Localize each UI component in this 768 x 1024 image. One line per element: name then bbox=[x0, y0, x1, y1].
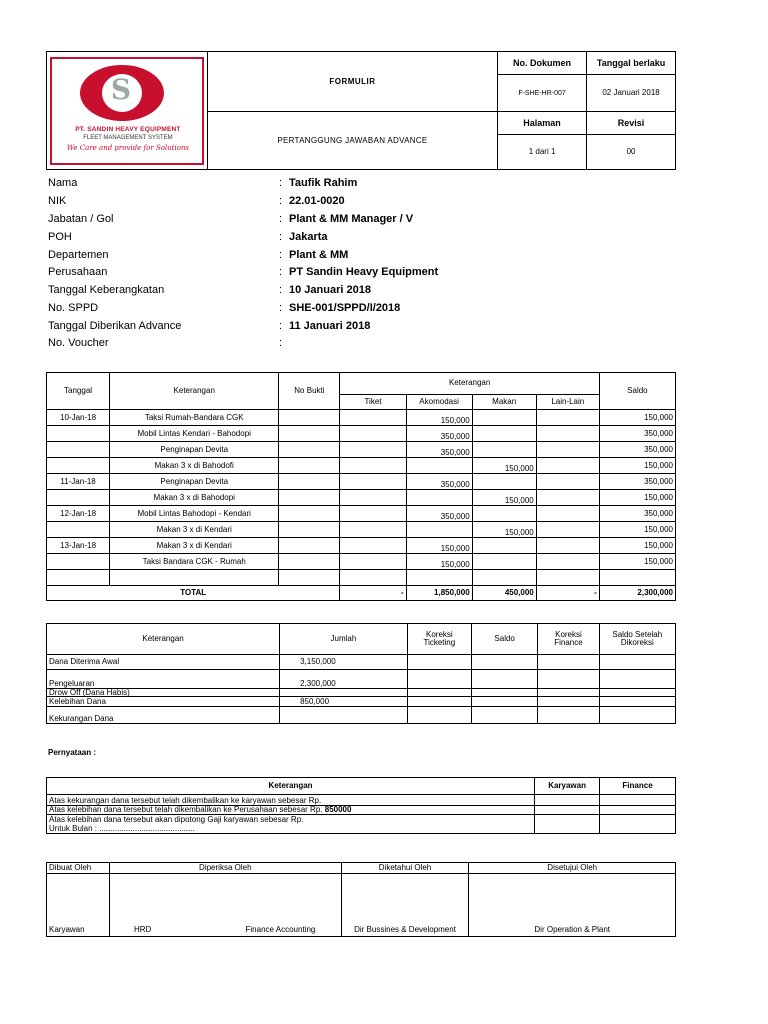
expense-lain bbox=[536, 506, 599, 522]
expense-row bbox=[47, 410, 676, 426]
expense-tanggal bbox=[47, 426, 110, 442]
expense-saldo: 150,000 bbox=[599, 410, 675, 426]
col-header-tiket: Tiket bbox=[340, 394, 406, 409]
expense-keterangan: Makan 3 x di Bahodofi bbox=[110, 458, 279, 474]
expense-no-bukti bbox=[279, 426, 340, 442]
expense-saldo: 350,000 bbox=[599, 506, 675, 522]
summary-header-koreksi-finance: Koreksi Finance bbox=[538, 624, 599, 655]
summary-label: Kekurangan Dana bbox=[47, 707, 280, 724]
expense-keterangan bbox=[110, 570, 279, 586]
company-logo bbox=[50, 57, 204, 165]
expense-no-bukti bbox=[279, 538, 340, 554]
total-lain: - bbox=[536, 586, 599, 601]
expense-akomodasi bbox=[406, 490, 472, 506]
summary-header-koreksi-ticketing: Koreksi Ticketing bbox=[407, 624, 471, 655]
info-label: Tanggal Keberangkatan bbox=[48, 284, 165, 296]
expense-makan bbox=[472, 506, 536, 522]
expense-makan: 150,000 bbox=[472, 522, 536, 538]
info-label: Jabatan / Gol bbox=[48, 213, 114, 225]
expense-no-bukti bbox=[279, 474, 340, 490]
sig-hrd: HRD bbox=[133, 925, 152, 934]
halaman-label: Halaman bbox=[498, 112, 587, 135]
tanggal-berlaku-label: Tanggal berlaku bbox=[587, 52, 676, 75]
expense-akomodasi: 150,000 bbox=[406, 538, 472, 554]
expense-lain bbox=[536, 474, 599, 490]
expense-keterangan: Penginapan Devita bbox=[110, 442, 279, 458]
expense-akomodasi: 150,000 bbox=[406, 410, 472, 426]
sig-dir-op: Dir Operation & Plant bbox=[469, 874, 676, 937]
summary-header-saldo: Saldo bbox=[472, 624, 538, 655]
expense-tanggal: 11-Jan-18 bbox=[47, 474, 110, 490]
expense-no-bukti bbox=[279, 522, 340, 538]
statement-line: Atas kekurangan dana tersebut telah dikembalikan ke karyawan sebesar Rp. bbox=[47, 795, 535, 806]
expense-saldo: 150,000 bbox=[599, 490, 675, 506]
expense-makan bbox=[472, 442, 536, 458]
expense-keterangan: Mobil Lintas Bahodopi - Kendari bbox=[110, 506, 279, 522]
expense-saldo: 150,000 bbox=[599, 538, 675, 554]
expense-makan bbox=[472, 570, 536, 586]
expense-tiket bbox=[340, 506, 406, 522]
expense-tiket bbox=[340, 426, 406, 442]
info-label: No. SPPD bbox=[48, 302, 99, 314]
summary-jumlah: 3,150,000 bbox=[280, 655, 408, 670]
summary-header-keterangan: Keterangan bbox=[47, 624, 280, 655]
document-header bbox=[46, 51, 676, 170]
expense-row bbox=[47, 474, 676, 490]
sig-finance-accounting: Finance Accounting bbox=[245, 925, 316, 934]
logo-cell bbox=[47, 52, 208, 170]
sig-disetujui-label: Disetujui Oleh bbox=[469, 863, 676, 874]
expense-row bbox=[47, 538, 676, 554]
info-label: Departemen bbox=[48, 249, 109, 261]
expense-row bbox=[47, 458, 676, 474]
expense-lain bbox=[536, 410, 599, 426]
expense-keterangan: Penginapan Devita bbox=[110, 474, 279, 490]
expense-no-bukti bbox=[279, 506, 340, 522]
info-label: No. Voucher bbox=[48, 337, 109, 349]
info-value: Plant & MM bbox=[289, 249, 349, 261]
revisi-value: 00 bbox=[587, 135, 676, 170]
expense-tiket bbox=[340, 458, 406, 474]
summary-jumlah: 2,300,000 bbox=[280, 670, 408, 689]
expense-keterangan: Mobil Lintas Kendari - Bahodopi bbox=[110, 426, 279, 442]
expense-lain bbox=[536, 522, 599, 538]
logo-ring-icon: S bbox=[80, 65, 164, 121]
total-saldo: 2,300,000 bbox=[599, 586, 675, 601]
expense-lain bbox=[536, 490, 599, 506]
expense-makan: 150,000 bbox=[472, 490, 536, 506]
expense-tiket bbox=[340, 474, 406, 490]
expense-tiket bbox=[340, 538, 406, 554]
expense-table bbox=[46, 372, 676, 601]
expense-saldo bbox=[599, 570, 675, 586]
expense-keterangan: Taksi Rumah-Bandara CGK bbox=[110, 410, 279, 426]
expense-keterangan: Makan 3 x di Kendari bbox=[110, 538, 279, 554]
tanggal-berlaku-value: 02 Januari 2018 bbox=[587, 75, 676, 112]
expense-row bbox=[47, 506, 676, 522]
expense-akomodasi bbox=[406, 570, 472, 586]
info-value: 22.01-0020 bbox=[289, 195, 345, 207]
expense-saldo: 150,000 bbox=[599, 522, 675, 538]
halaman-value: 1 dari 1 bbox=[498, 135, 587, 170]
expense-keterangan: Makan 3 x di Bahodopi bbox=[110, 490, 279, 506]
expense-akomodasi: 350,000 bbox=[406, 474, 472, 490]
sig-diketahui-label: Diketahui Oleh bbox=[341, 863, 469, 874]
expense-saldo: 350,000 bbox=[599, 442, 675, 458]
info-label: POH bbox=[48, 231, 72, 243]
expense-akomodasi bbox=[406, 522, 472, 538]
col-header-akomodasi: Akomodasi bbox=[406, 394, 472, 409]
expense-akomodasi: 350,000 bbox=[406, 506, 472, 522]
statement-line: Atas kelebihan dana tersebut telah dikembalikan ke Perusahaan sebesar Rp. 850000 bbox=[47, 806, 535, 815]
summary-jumlah bbox=[280, 689, 408, 697]
sig-diperiksa-cell bbox=[109, 874, 341, 937]
signature-table bbox=[46, 862, 676, 937]
form-subtitle: PERTANGGUNG JAWABAN ADVANCE bbox=[207, 112, 497, 170]
expense-tiket bbox=[340, 442, 406, 458]
sig-karyawan: Karyawan bbox=[47, 874, 110, 937]
expense-no-bukti bbox=[279, 554, 340, 570]
statement-header-finance: Finance bbox=[600, 778, 676, 795]
sig-diperiksa-label: Diperiksa Oleh bbox=[109, 863, 341, 874]
col-header-keterangan: Keterangan bbox=[110, 373, 279, 410]
expense-akomodasi bbox=[406, 458, 472, 474]
logo-company-name: PT. SANDIN HEAVY EQUIPMENT bbox=[75, 125, 181, 133]
col-header-group: Keterangan bbox=[340, 373, 599, 395]
summary-label: Dana Diterima Awal bbox=[47, 655, 280, 670]
expense-row bbox=[47, 442, 676, 458]
expense-tiket bbox=[340, 522, 406, 538]
info-label: NIK bbox=[48, 195, 67, 207]
expense-tanggal bbox=[47, 490, 110, 506]
info-value: Taufik Rahim bbox=[289, 177, 358, 189]
summary-label: Drow Off (Dana Habis) bbox=[47, 689, 280, 697]
no-dokumen-value: F-SHE-HR-007 bbox=[498, 75, 587, 112]
expense-lain bbox=[536, 570, 599, 586]
expense-makan bbox=[472, 538, 536, 554]
expense-akomodasi: 350,000 bbox=[406, 442, 472, 458]
summary-header-jumlah: Jumlah bbox=[280, 624, 408, 655]
expense-row bbox=[47, 570, 676, 586]
expense-keterangan: Taksi Bandara CGK - Rumah bbox=[110, 554, 279, 570]
expense-row bbox=[47, 490, 676, 506]
sig-dibuat-label: Dibuat Oleh bbox=[47, 863, 110, 874]
info-value: PT Sandin Heavy Equipment bbox=[289, 266, 439, 278]
total-label: TOTAL bbox=[47, 586, 340, 601]
expense-saldo: 350,000 bbox=[599, 426, 675, 442]
expense-lain bbox=[536, 426, 599, 442]
logo-subtitle: FLEET MANAGEMENT SYSTEM bbox=[83, 134, 173, 141]
expense-tanggal: 10-Jan-18 bbox=[47, 410, 110, 426]
expense-akomodasi: 150,000 bbox=[406, 554, 472, 570]
expense-tanggal bbox=[47, 554, 110, 570]
summary-label: Kelebihan Dana bbox=[47, 697, 280, 707]
expense-akomodasi: 350,000 bbox=[406, 426, 472, 442]
col-header-lain: Lain-Lain bbox=[536, 394, 599, 409]
expense-lain bbox=[536, 442, 599, 458]
statement-header-karyawan: Karyawan bbox=[535, 778, 600, 795]
col-header-makan: Makan bbox=[472, 394, 536, 409]
expense-makan bbox=[472, 554, 536, 570]
summary-label: Pengeluaran bbox=[47, 670, 280, 689]
summary-table bbox=[46, 623, 676, 724]
info-value: 11 Januari 2018 bbox=[289, 320, 371, 332]
info-label: Perusahaan bbox=[48, 266, 108, 278]
info-value: Plant & MM Manager / V bbox=[289, 213, 414, 225]
info-value: SHE-001/SPPD/I/2018 bbox=[289, 302, 401, 314]
expense-no-bukti bbox=[279, 442, 340, 458]
expense-saldo: 150,000 bbox=[599, 458, 675, 474]
summary-jumlah bbox=[280, 707, 408, 724]
info-label: Tanggal Diberikan Advance bbox=[48, 320, 182, 332]
expense-tiket bbox=[340, 570, 406, 586]
expense-lain bbox=[536, 538, 599, 554]
expense-lain bbox=[536, 458, 599, 474]
expense-tanggal bbox=[47, 570, 110, 586]
statement-title: Pernyataan : bbox=[48, 748, 97, 757]
expense-tanggal: 12-Jan-18 bbox=[47, 506, 110, 522]
sig-dir-bd: Dir Bussines & Development bbox=[341, 874, 469, 937]
form-title: FORMULIR bbox=[207, 52, 497, 112]
expense-makan bbox=[472, 410, 536, 426]
expense-no-bukti bbox=[279, 490, 340, 506]
revisi-label: Revisi bbox=[587, 112, 676, 135]
expense-makan: 150,000 bbox=[472, 458, 536, 474]
statement-table bbox=[46, 777, 676, 834]
expense-no-bukti bbox=[279, 458, 340, 474]
total-makan: 450,000 bbox=[472, 586, 536, 601]
expense-tiket bbox=[340, 554, 406, 570]
summary-jumlah: 850,000 bbox=[280, 697, 408, 707]
expense-makan bbox=[472, 474, 536, 490]
total-tiket: - bbox=[340, 586, 406, 601]
expense-saldo: 350,000 bbox=[599, 474, 675, 490]
expense-tiket bbox=[340, 410, 406, 426]
expense-makan bbox=[472, 426, 536, 442]
expense-tanggal bbox=[47, 522, 110, 538]
info-label: Nama bbox=[48, 177, 78, 189]
total-akomodasi: 1,850,000 bbox=[406, 586, 472, 601]
summary-header-saldo-setelah: Saldo Setelah Dikoreksi bbox=[599, 624, 675, 655]
expense-tiket bbox=[340, 490, 406, 506]
expense-tanggal bbox=[47, 458, 110, 474]
expense-tanggal bbox=[47, 442, 110, 458]
statement-amount: 850000 bbox=[324, 805, 352, 814]
logo-tagline: We Care and provide for Solutions bbox=[66, 143, 190, 152]
statement-line: Atas kelebihan dana tersebut akan dipotong Gaji karyawan sebesar Rp. Untuk Bulan : ........................................... bbox=[47, 815, 535, 834]
expense-saldo: 150,000 bbox=[599, 554, 675, 570]
expense-row bbox=[47, 426, 676, 442]
expense-lain bbox=[536, 554, 599, 570]
expense-keterangan: Makan 3 x di Kendari bbox=[110, 522, 279, 538]
col-header-tanggal: Tanggal bbox=[47, 373, 110, 410]
col-header-saldo: Saldo bbox=[599, 373, 675, 410]
info-value: Jakarta bbox=[289, 231, 328, 243]
statement-header-keterangan: Keterangan bbox=[47, 778, 535, 795]
expense-row bbox=[47, 522, 676, 538]
no-dokumen-label: No. Dokumen bbox=[498, 52, 587, 75]
info-value: 10 Januari 2018 bbox=[289, 284, 371, 296]
expense-tanggal: 13-Jan-18 bbox=[47, 538, 110, 554]
expense-no-bukti bbox=[279, 570, 340, 586]
expense-row bbox=[47, 554, 676, 570]
col-header-no-bukti: No Bukti bbox=[279, 373, 340, 410]
expense-no-bukti bbox=[279, 410, 340, 426]
